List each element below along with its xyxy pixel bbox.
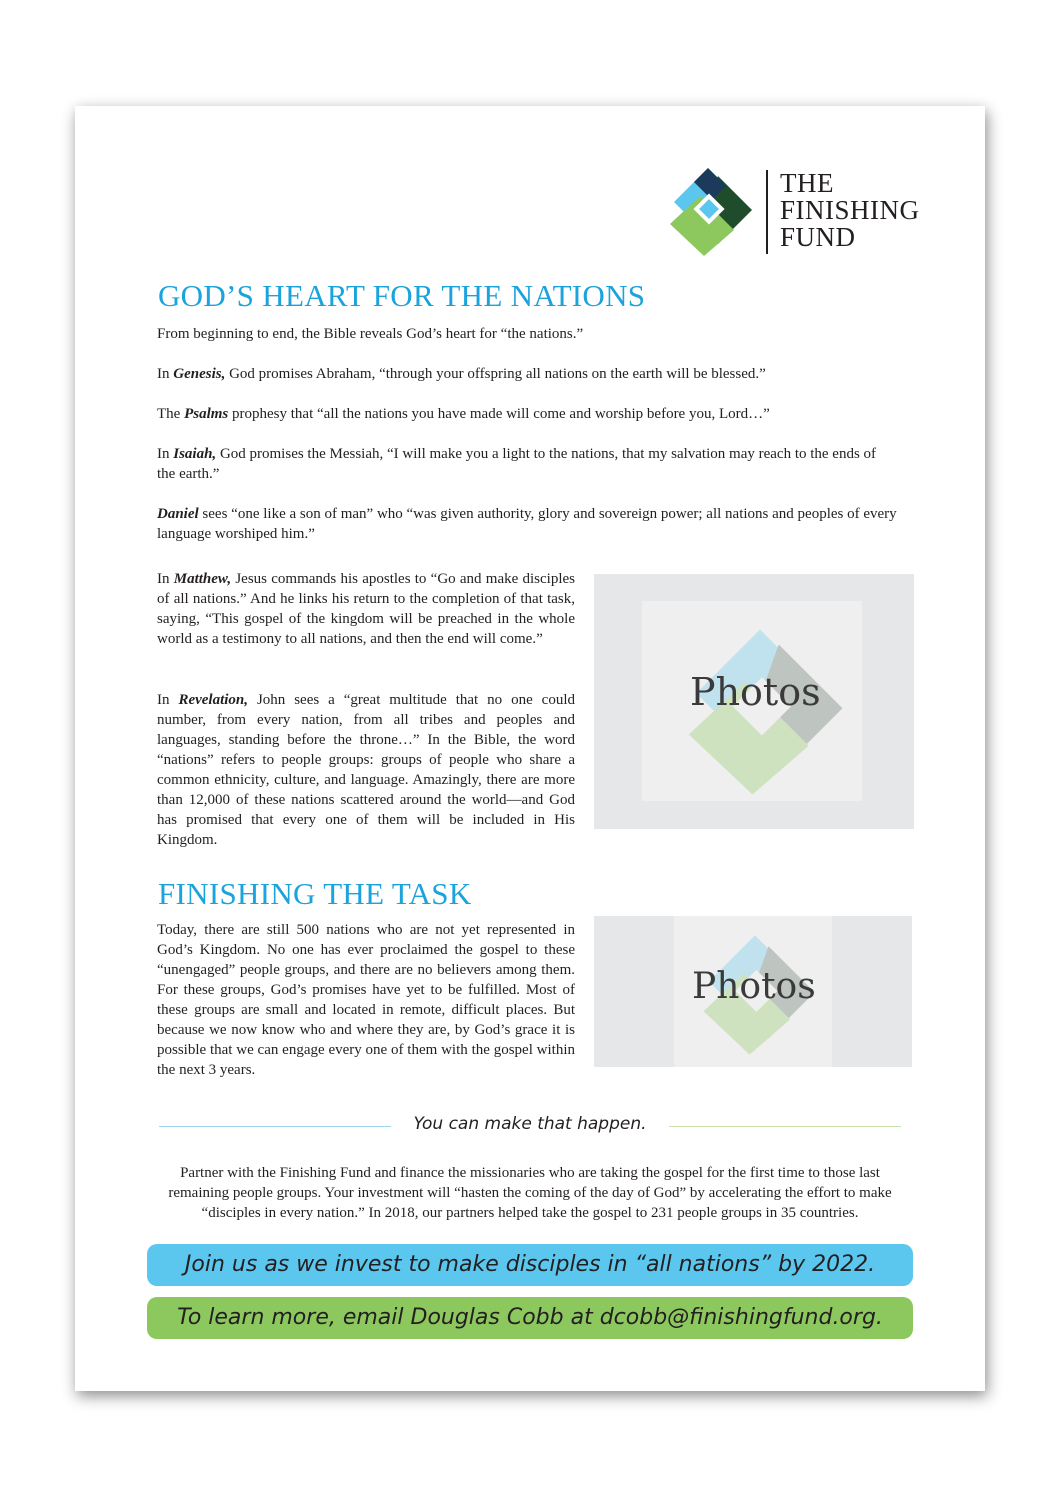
diamond-logo-icon	[660, 166, 756, 258]
psalms-paragraph	[157, 404, 897, 424]
revelation-pre: In	[157, 692, 179, 708]
genesis-text: God promises Abraham, “through your offspring all nations on the earth will be blessed.”	[225, 366, 766, 382]
logo-line-2: FINISHING	[780, 195, 920, 225]
daniel-text: sees “one like a son of man” who “was given authority, glory and sovereign power; all nations and peoples of every language worshiped him.”	[157, 506, 897, 542]
logo-line-1: THE	[780, 168, 834, 198]
psalms-text: prophesy that “all the nations you have made will come and worship before you, Lord…”	[228, 406, 770, 422]
finishing-fund-logo	[660, 166, 950, 261]
daniel-book: Daniel	[157, 506, 199, 522]
isaiah-book: Isaiah,	[173, 446, 217, 462]
intro-paragraph: From beginning to end, the Bible reveals God’s heart for “the nations.”	[157, 326, 584, 342]
logo-wordmark	[780, 170, 920, 251]
photo-placeholder-1-label: Photos	[690, 670, 821, 714]
contact-banner[interactable]: To learn more, email Douglas Cobb at dcobb@finishingfund.org.	[147, 1297, 913, 1339]
photo-placeholder-2-label: Photos	[692, 966, 816, 1007]
matthew-book: Matthew,	[173, 571, 232, 587]
psalms-pre: The	[157, 406, 185, 422]
partner-paragraph: Partner with the Finishing Fund and finance the missionaries who are taking the gospel for the first time to those last remaining people groups. Your investment will “hasten the coming of the day of God” by accelerating the effort to make “disciples in every nation.” In 2018, our partners helped take the gospel to 231 people groups in 35 countries.	[168, 1165, 892, 1221]
isaiah-pre: In	[157, 446, 174, 462]
flyer-page	[75, 106, 985, 1391]
finishing-task-paragraph: Today, there are still 500 nations who are not yet represented in God’s Kingdom. No one has ever proclaimed the gospel to these “unengaged” people groups, and there are no believers among them. For these groups, God’s promises have yet to be fulfilled. Most of these groups are small and located in remote, difficult places. But because we now know who and where they are, by God’s grace it is possible that we can engage every one of them with the gospel within the next 3 years.	[157, 922, 575, 1078]
genesis-book: Genesis,	[173, 366, 226, 382]
genesis-pre: In	[157, 366, 174, 382]
join-us-banner: Join us as we invest to make disciples in “all nations” by 2022.	[147, 1244, 913, 1286]
logo-line-3: FUND	[780, 222, 856, 252]
psalms-book: Psalms	[184, 406, 229, 422]
revelation-book: Revelation,	[178, 692, 249, 708]
photo-placeholder-2	[594, 916, 912, 1067]
photo-placeholder-1	[594, 574, 914, 829]
tagline: You can make that happen.	[413, 1114, 647, 1134]
matthew-paragraph	[157, 569, 575, 649]
isaiah-paragraph	[157, 444, 897, 484]
daniel-paragraph	[157, 504, 897, 544]
tagline-row	[159, 1112, 901, 1138]
isaiah-text: God promises the Messiah, “I will make you a light to the nations, that my salvation may reach to the ends of the earth.”	[157, 446, 877, 482]
section-heading-finishing-task: FINISHING THE TASK	[158, 876, 472, 911]
revelation-text: John sees a “great multitude that no one could number, from every nation, from all tribes and peoples and languages, standing before the throne…” In the Bible, the word “nations” refers to people groups: groups of people who share a common ethnicity, culture, and language. Amazingly, there are more than 12,000 of these nations scattered around the world—and God has promised that every one of them will be included in His Kingdom.	[157, 692, 576, 848]
revelation-paragraph	[157, 690, 575, 850]
matthew-text: Jesus commands his apostles to “Go and make disciples of all nations.” And he links his return to the completion of that task, saying, “This gospel of the kingdom will be preached in the whole world as a testimony to all nations, and then the end will come.”	[157, 571, 575, 647]
matthew-pre: In	[157, 571, 174, 587]
section-heading-nations: GOD’S HEART FOR THE NATIONS	[158, 278, 646, 313]
genesis-paragraph	[157, 364, 897, 384]
logo-divider	[766, 170, 768, 254]
